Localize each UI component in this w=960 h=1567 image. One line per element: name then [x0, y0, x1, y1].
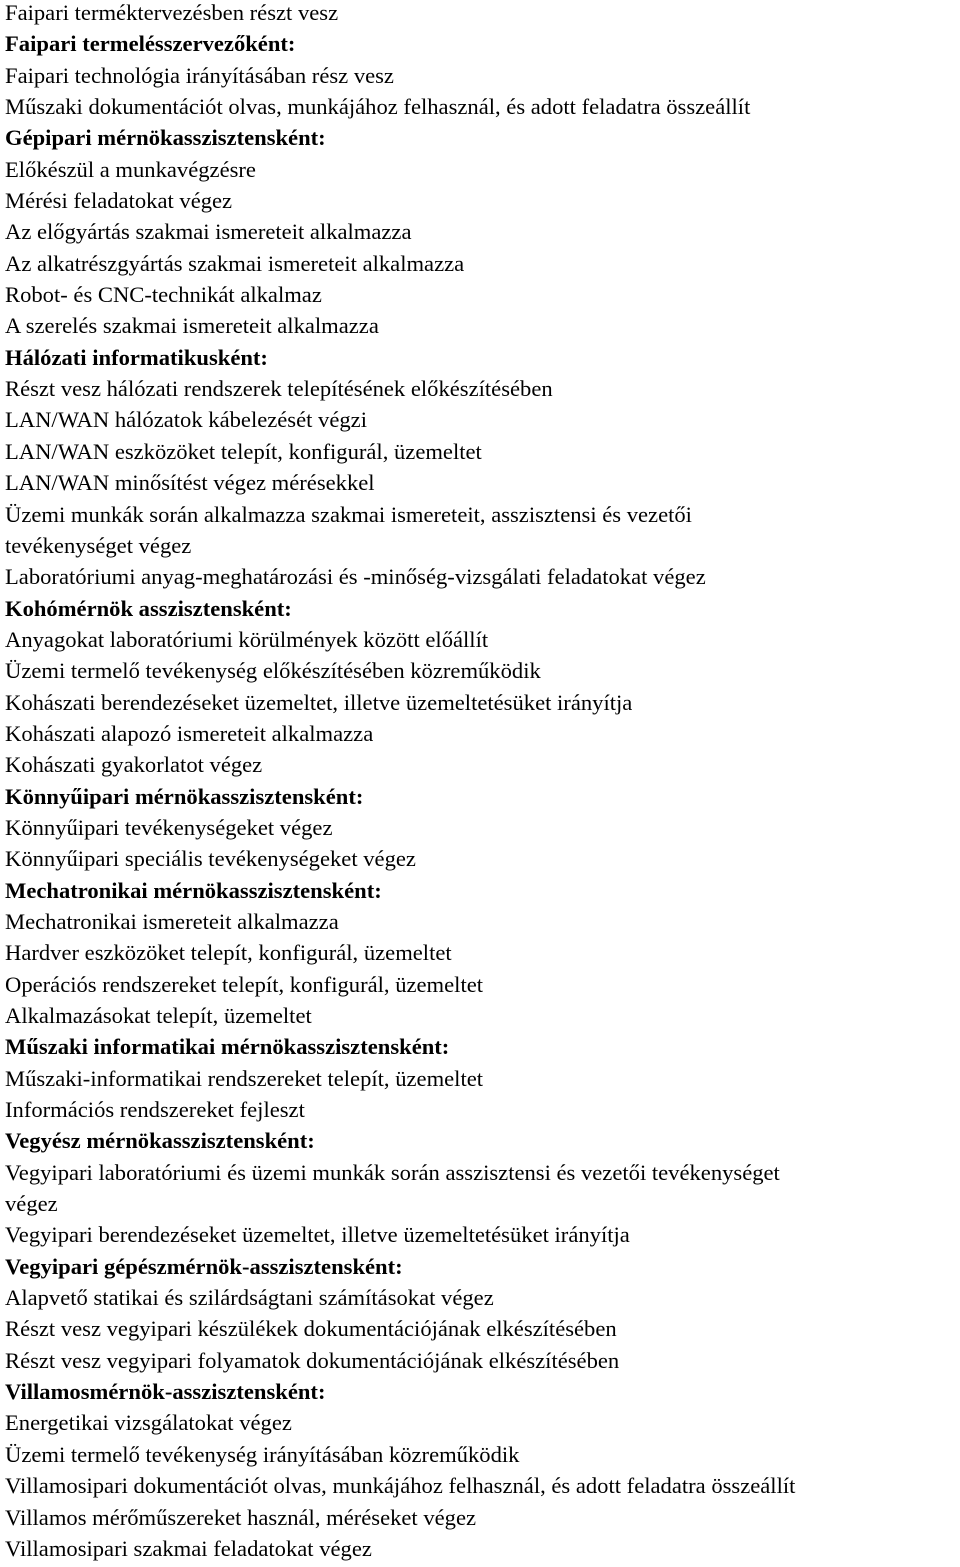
section-heading: Mechatronikai mérnökasszisztensként: — [5, 877, 382, 903]
body-line: Operációs rendszereket telepít, konfigurál, üzemeltet — [5, 971, 484, 997]
document-text-body — [5, 0, 960, 1564]
section-heading: Faipari termelésszervezőként: — [5, 31, 296, 57]
body-line: végez — [5, 1191, 58, 1217]
body-line: Üzemi munkák során alkalmazza szakmai ismereteit, asszisztensi és vezetői — [5, 501, 692, 527]
body-line: Villamosipari dokumentációt olvas, munkájához felhasznál, és adott feladatra összeállít — [5, 1473, 796, 1499]
body-line: Műszaki dokumentációt olvas, munkájához felhasznál, és adott feladatra összeállít — [5, 94, 751, 120]
body-line: Üzemi termelő tevékenység előkészítésében közreműködik — [5, 658, 541, 684]
body-line: A szerelés szakmai ismereteit alkalmazza — [5, 313, 379, 339]
body-line: Kohászati alapozó ismereteit alkalmazza — [5, 720, 374, 746]
body-line: Laboratóriumi anyag-meghatározási és -minőség-vizsgálati feladatokat végez — [5, 564, 706, 590]
section-heading: Vegyipari gépészmérnök-asszisztensként: — [5, 1253, 403, 1279]
body-line: Kohászati gyakorlatot végez — [5, 752, 263, 778]
section-heading: Kohómérnök asszisztensként: — [5, 595, 292, 621]
body-line: Anyagokat laboratóriumi körülmények között előállít — [5, 626, 489, 652]
section-heading: Vegyész mérnökasszisztensként: — [5, 1128, 315, 1154]
body-line: Könnyűipari tevékenységeket végez — [5, 814, 333, 840]
body-line: Könnyűipari speciális tevékenységeket végez — [5, 846, 416, 872]
body-line: Az alkatrészgyártás szakmai ismereteit alkalmazza — [5, 250, 465, 276]
body-line: Műszaki-informatikai rendszereket telepít, üzemeltet — [5, 1065, 484, 1091]
body-line: Mechatronikai ismereteit alkalmazza — [5, 908, 339, 934]
body-line: Alkalmazásokat telepít, üzemeltet — [5, 1003, 312, 1028]
body-line: Robot- és CNC-technikát alkalmaz — [5, 282, 322, 308]
section-heading: Könnyűipari mérnökasszisztensként: — [5, 783, 364, 809]
body-line: Faipari terméktervezésben részt vesz — [5, 0, 339, 25]
body-line: Hardver eszközöket telepít, konfigurál, üzemeltet — [5, 940, 452, 966]
body-line: tevékenységet végez — [5, 532, 192, 558]
body-line: Kohászati berendezéseket üzemeltet, illetve üzemeltetésüket irányítja — [5, 689, 633, 715]
body-line: Alapvető statikai és szilárdságtani számításokat végez — [5, 1285, 494, 1311]
section-heading: Gépipari mérnökasszisztensként: — [5, 125, 326, 151]
body-line: LAN/WAN minősítést végez mérésekkel — [5, 470, 375, 496]
body-line: Üzemi termelő tevékenység irányításában közreműködik — [5, 1441, 520, 1467]
body-line: Vegyipari laboratóriumi és üzemi munkák során asszisztensi és vezetői tevékenységet — [5, 1159, 780, 1185]
body-line: Mérési feladatokat végez — [5, 188, 233, 214]
body-line: Energetikai vizsgálatokat végez — [5, 1410, 292, 1436]
body-line: Villamosipari szakmai feladatokat végez — [5, 1535, 372, 1561]
body-line: Részt vesz hálózati rendszerek telepítésének előkészítésében — [5, 376, 553, 402]
body-line: Részt vesz vegyipari folyamatok dokumentációjának elkészítésében — [5, 1347, 620, 1373]
body-line: Előkészül a munkavégzésre — [5, 156, 256, 182]
body-line: LAN/WAN eszközöket telepít, konfigurál, üzemeltet — [5, 438, 482, 464]
body-line: Vegyipari berendezéseket üzemeltet, illetve üzemeltetésüket irányítja — [5, 1222, 630, 1248]
section-heading: Műszaki informatikai mérnökasszisztensként: — [5, 1034, 450, 1060]
body-line: Villamos mérőműszereket használ, méréseket végez — [5, 1504, 477, 1530]
section-heading: Hálózati informatikusként: — [5, 344, 268, 370]
body-line: LAN/WAN hálózatok kábelezését végzi — [5, 407, 367, 433]
body-line: Információs rendszereket fejleszt — [5, 1097, 305, 1123]
body-line: Részt vesz vegyipari készülékek dokumentációjának elkészítésében — [5, 1316, 617, 1342]
section-heading: Villamosmérnök-asszisztensként: — [5, 1379, 326, 1405]
body-line: Faipari technológia irányításában rész vesz — [5, 62, 394, 88]
body-line: Az előgyártás szakmai ismereteit alkalmazza — [5, 219, 412, 245]
